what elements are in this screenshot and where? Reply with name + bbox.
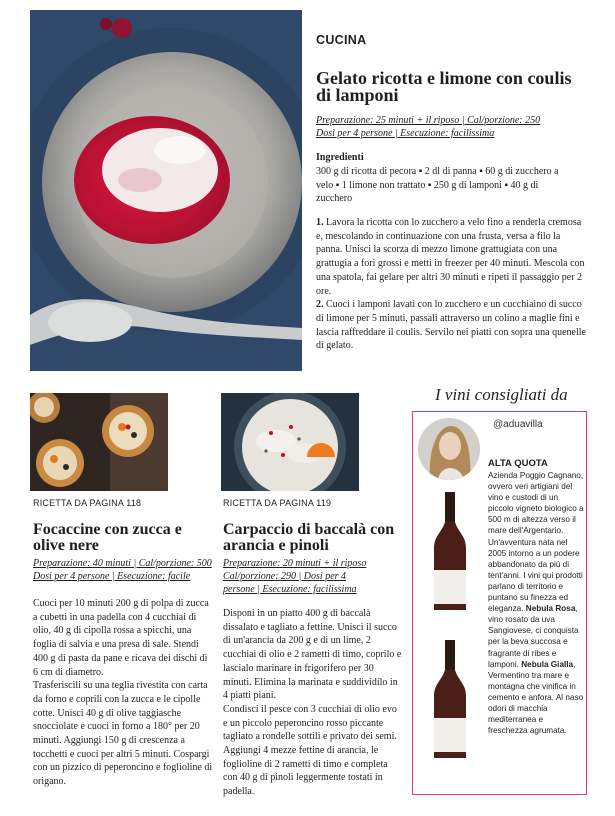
wine-note: , Vermentino tra mare e montagna che vinifica in cemento e anfora. Al naso odori di macchia mediterranea e freschezza agrumata.	[488, 659, 584, 736]
paragraph: Condisci il pesce con 3 cucchiai di olio evo e un piccolo peperoncino rosso piccante tagliato a rondelle sottili e privato dei semi. Aggiungi 4 mezze fettine di arancia, le foglioline di 2 rametti di timo e completa con 40 g di pinoli leggermente tostati in padella.	[223, 703, 397, 798]
recipe-title: Gelato ricotta e limone con coulis di lamponi	[316, 68, 572, 105]
meta-line: persone | Esecuzione: facilissima	[223, 584, 357, 595]
recipe-steps	[316, 216, 588, 353]
carpaccio-photo	[221, 393, 359, 491]
focaccine-meta	[33, 557, 218, 583]
wine-name: Nebula Rosa	[525, 604, 576, 614]
meta-line: Dosi per 4 persone | Esecuzione: facilissima	[316, 128, 495, 139]
wine-note: , vino rosato da uva Sangiovese, ci conquista per la beva succosa e fragrante di ribes e lamponi.	[488, 604, 579, 669]
step-text: Cuoci i lamponi lavati con lo zucchero e un cucchiaino di succo di limone per 5 minuti, passali attraverso un colino a maglie fini e lascia raffreddare il coulis. Servilo nei piatti con sopra una quenelle di gelato.	[316, 299, 586, 352]
wine-bottle-image	[430, 492, 470, 617]
paragraph: Cuoci per 10 minuti 200 g di polpa di zucca a cubetti in una padella con 4 cucchiai di olio, 40 g di cipolla rossa a spicchi, una foglia di salvia e una presa di sale. Stendi 400 g di pasta da pane e ricava dei dischi di 6 cm di diametro.	[33, 598, 209, 678]
wine-description	[488, 470, 584, 736]
winery-intro: Azienda Poggio Cagnano, ovvero veri artigiani del vino e custodi di un piccolo vigneto biologico a 500 m di altezza verso il mare dell'Argentario. Un'avventura nata nel 2005 intorno a un podere abbandonato da più di tent'anni. I vini qui prodotti parlano di territorio e puntano su finezza ed eleganza.	[488, 471, 584, 614]
step-number: 1.	[316, 217, 324, 228]
carpaccio-method	[223, 607, 403, 799]
meta-line: Dosi per 4 persone | Esecuzione: facile	[33, 571, 191, 582]
carpaccio-meta	[223, 557, 408, 596]
hero-photo-gelato	[30, 10, 302, 371]
ingredients-heading: Ingredienti	[316, 152, 364, 163]
recipe-page-reference: RICETTA DA PAGINA 119	[223, 498, 332, 508]
winery-label: ALTA QUOTA	[488, 458, 548, 469]
wine-name: Nebula Gialla	[521, 659, 574, 669]
section-label: CUCINA	[316, 33, 367, 47]
recipe-meta	[316, 114, 586, 140]
influencer-handle: @aduavilla	[493, 419, 543, 430]
paragraph: Trasferiscili su una teglia rivestita con carta da forno e coprili con la zucca e le cipolle cotte. Unisci 40 g di olive taggiasche snocciolate e cuoci in forno a 180° per 20 minuti. Aggiungi 150 g di crescenza a tocchetti e cuoci per altri 5 minuti. Cospargi con un pizzico di peperoncino e foglioline di origano.	[33, 680, 213, 788]
meta-line: Preparazione: 25 minuti + il riposo | Cal/porzione: 250	[316, 115, 541, 126]
wine-section-heading: I vini consigliati da	[435, 385, 568, 404]
meta-line: Preparazione: 40 minuti | Cal/porzione: 500	[33, 558, 212, 569]
wine-bottle-image	[430, 640, 470, 765]
meta-line: Cal/porzione: 290 | Dosi per 4	[223, 571, 347, 582]
carpaccio-title: Carpaccio di baccalà con arancia e pinoli	[223, 521, 395, 554]
focaccine-method	[33, 597, 213, 789]
recipe-page-reference: RICETTA DA PAGINA 118	[33, 498, 142, 508]
focaccine-photo	[30, 393, 168, 491]
avatar	[418, 418, 480, 480]
step-text: Lavora la ricotta con lo zucchero a velo fino a renderla cremosa e, mescolando in continuazione con una frusta, versa a filo la panna. Unisci la scorza di mezzo limone grattugiata con una grattugia a fori grossi e metti in freezer per 40 minuti. Mescola con una spatola, fai gelare per altri 30 minuti e ripeti il passaggio per 2 ore.	[316, 217, 585, 297]
step-number: 2.	[316, 299, 324, 311]
meta-line: Preparazione: 20 minuti + il riposo	[223, 558, 367, 569]
paragraph: Disponi in un piatto 400 g di baccalà dissalato e tagliato a fettine. Unisci il succo di un'arancia da 200 g e di un lime, 2 cucchiai di olio e 2 rametti di timo, coprilo e lascialo marinare in frigorifero per 30 minuti. Elimina la marinata e suddividilo in 4 piatti piani.	[223, 608, 402, 702]
ingredients-list: 300 g di ricotta di pecora ▪ 2 dl di panna ▪ 60 g di zucchero a velo ▪ 1 limone non trattato ▪ 250 g di lamponi ▪ 40 g di zucchero	[316, 166, 559, 205]
focaccine-title: Focaccine con zucca e olive nere	[33, 521, 182, 554]
